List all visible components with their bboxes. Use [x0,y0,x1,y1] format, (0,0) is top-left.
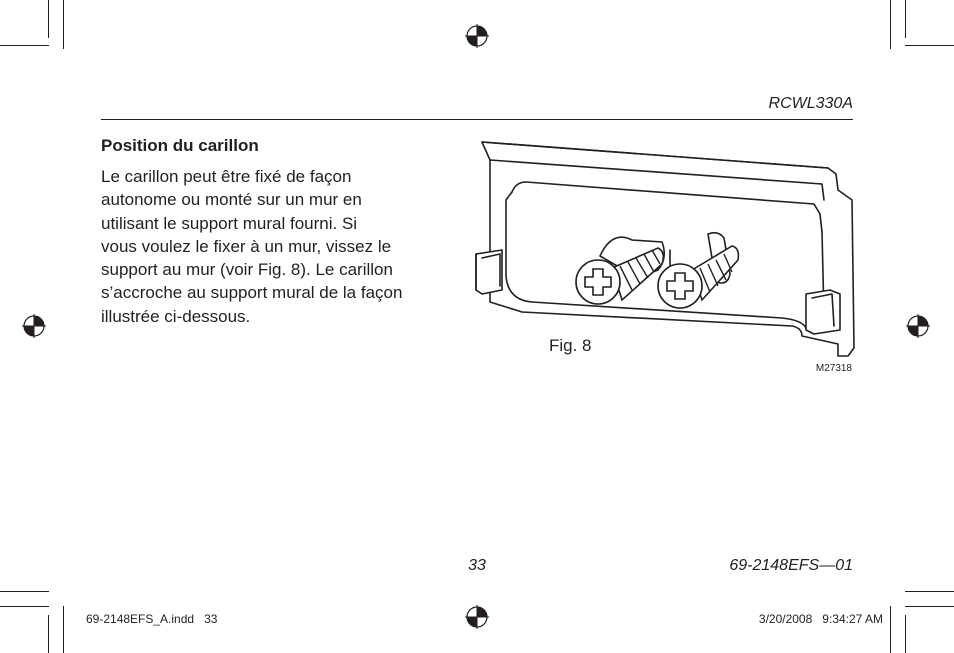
crop-mark [905,606,954,607]
crop-mark [0,606,49,607]
header-model: RCWL330A [768,95,853,112]
crosshair-circle-icon [22,314,46,338]
header-rule [101,119,853,120]
crop-mark [0,45,49,46]
paragraph-line: s’accroche au support mural de la façon [101,283,403,303]
crosshair-circle-icon [465,605,489,629]
crop-mark [0,591,49,592]
crop-mark [905,615,906,653]
wall-bracket-illustration [462,130,858,362]
slug-timestamp: 3/20/2008 9:34:27 AM [758,612,883,626]
crop-mark [63,0,64,49]
document-number: 69-2148EFS—01 [729,557,853,574]
crosshair-circle-icon [465,24,489,48]
page-number: 33 [468,557,486,574]
section-heading: Position du carillon [101,136,259,155]
crop-mark [890,0,891,49]
crop-mark [890,606,891,653]
paragraph-line: vous voulez le fixer à un mur, vissez le [101,236,392,256]
crop-mark [48,0,49,38]
crop-mark [63,606,64,653]
slug-filename: 69-2148EFS_A.indd 33 [86,612,218,626]
figure-caption: Fig. 8 [549,336,592,355]
crop-mark [905,45,954,46]
paragraph-line: utilisant le support mural fourni. Si [101,213,358,233]
paragraph-line: support au mur (voir Fig. 8). Le carillon [101,260,393,280]
paragraph-line: autonome ou monté sur un mur en [101,190,362,210]
crosshair-circle-icon [906,314,930,338]
crop-mark [905,0,906,38]
section-paragraph [101,165,461,328]
figure-code: M27318 [815,363,852,374]
crop-mark [48,615,49,653]
crop-mark [905,591,954,592]
paragraph-line: illustrée ci-dessous. [101,306,251,326]
paragraph-line: Le carillon peut être fixé de façon [101,167,352,186]
